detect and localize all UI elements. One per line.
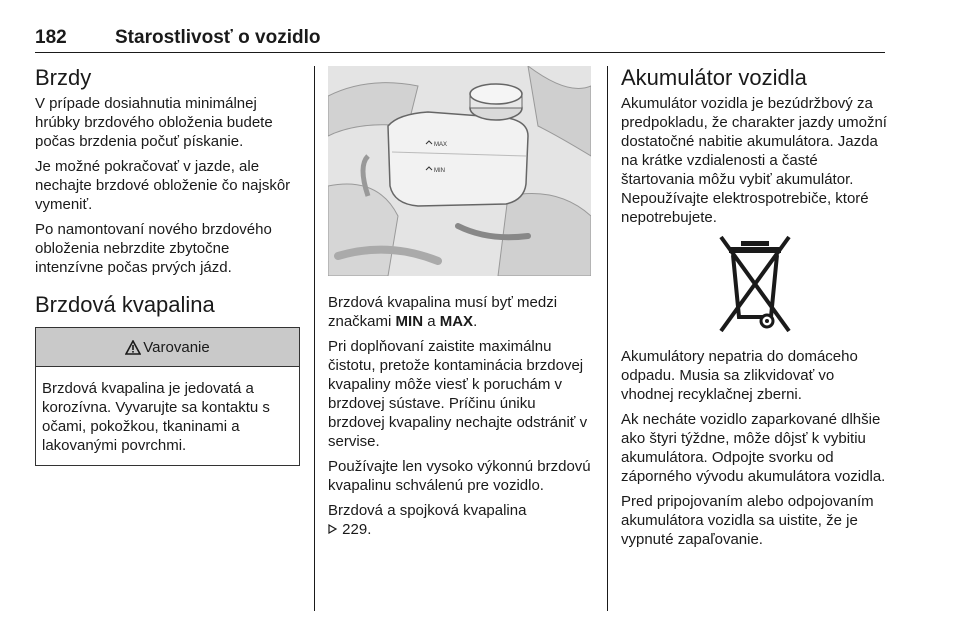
arrow-reference-icon: [328, 524, 338, 534]
battery-paragraph-4: Pred pripojovaním alebo odpojovaním akumulátora vozidla sa uistite, že je vypnuté zapaľovanie.: [621, 493, 874, 548]
min-mark-text: MIN: [395, 313, 424, 330]
page-number: 182: [35, 27, 67, 48]
brakes-paragraph-1: V prípade dosiahnutia minimálnej hrúbky brzdového obloženia budete počas brzdenia počuť pískanie.: [35, 95, 273, 150]
warning-triangle-icon: [125, 340, 141, 355]
fluid-reference-paragraph: Brzdová a spojková kvapalina 229.: [328, 502, 527, 538]
fluid-level-paragraph: Brzdová kvapalina musí byť medzi značkami MIN a MAX.: [328, 294, 558, 330]
battery-paragraph-3: Ak necháte vozidlo zaparkované dlhšie ako štyri týždne, môže dôjsť k vybitiu akumulátora. Odpojte svorku od záporného vývodu akumulátora vozidla.: [621, 411, 886, 485]
warning-text: Brzdová kvapalina je jedovatá a korozívna. Vyvarujte sa kontaktu s očami, pokožkou, tkaninami a lakovanými povrchmi.: [42, 380, 270, 454]
warning-box: [35, 327, 300, 466]
battery-paragraph-2: Akumulátory nepatria do domáceho odpadu. Musia sa zlikvidovať vo vhodnej recyklačnej zberni.: [621, 348, 858, 403]
column-brake-fluid: [328, 64, 593, 545]
chapter-title: Starostlivosť o vozidlo: [115, 27, 321, 48]
section-title-battery: Akumulátor vozidla: [621, 65, 807, 90]
brakes-paragraph-2: Je možné pokračovať v jazde, ale nechajte brzdové obloženie čo najskôr vymeniť.: [35, 158, 291, 213]
battery-paragraph-1: Akumulátor vozidla je bezúdržbový za predpokladu, že charakter jazdy umožní dostatočné nabitie akumulátora. Jazda na krátke vzdialenosti a časté štartovania môžu vybiť akumulátor. Nepoužívajte elektrospotrebiče, ktoré nepotrebujete.: [621, 95, 887, 226]
crossed-out-wheelie-bin-icon: [715, 233, 795, 333]
section-title-brake-fluid: Brzdová kvapalina: [35, 292, 215, 317]
fluid-cleanliness-paragraph: Pri doplňovaní zaistite maximálnu čistotu, pretože kontaminácia brzdovej kvapaliny môže viesť k poruchám v brzdovej sústave. Príčinu úniku brzdovej kvapaliny nechajte odstrániť v servise.: [328, 338, 588, 450]
page-reference-link[interactable]: 229.: [342, 521, 372, 538]
max-mark-label: MAX: [434, 142, 448, 148]
header-rule: [35, 52, 885, 53]
column-brakes: [35, 64, 300, 466]
brakes-paragraph-3: Po namontovaní nového brzdového obloženia nebrzdite zbytočne intenzívne počas prvých jázd.: [35, 221, 272, 276]
max-mark-text: MAX: [439, 313, 474, 330]
fluid-quality-paragraph: Používajte len vysoko výkonnú brzdovú kvapalinu schválenú pre vozidlo.: [328, 458, 591, 494]
min-mark-label: MIN: [434, 168, 445, 174]
warning-header: [36, 328, 299, 367]
column-divider-2: [607, 66, 608, 611]
warning-title: Varovanie: [143, 338, 210, 356]
column-divider-1: [314, 66, 315, 611]
column-battery: [621, 64, 889, 555]
section-title-brakes: Brzdy: [35, 65, 92, 90]
brake-fluid-reservoir-photo: [328, 66, 591, 276]
page-header: [35, 27, 885, 51]
